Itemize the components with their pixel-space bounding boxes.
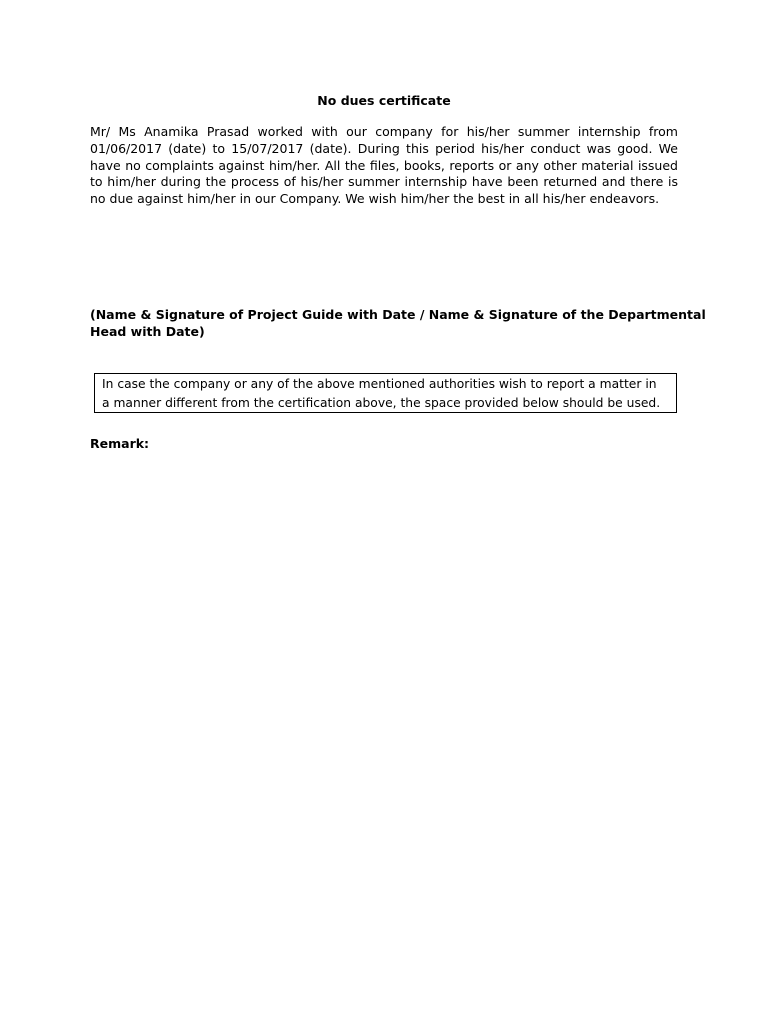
body-line: no due against him/her in our Company. We wish him/her the best in all his/her endeavors.	[90, 191, 660, 207]
body-line: 01/06/2017 (date) to 15/07/2017 (date). During this period his/her conduct was good. We	[90, 140, 678, 156]
body-line: Mr/ Ms Anamika Prasad worked with our company for his/her summer internship from	[90, 124, 678, 139]
remark-label: Remark:	[90, 436, 150, 451]
signature-line: (Name & Signature of Project Guide with Date / Name & Signature of the Departmental	[90, 307, 706, 322]
signature-instruction	[90, 306, 706, 340]
notice-line: In case the company or any of the above mentioned authorities wish to report a matter in	[102, 377, 657, 391]
notice-line: a manner different from the certification above, the space provided below should be used.	[102, 396, 661, 410]
body-line: have no complaints against him/her. All the files, books, reports or any other material issued	[90, 157, 678, 173]
document-title: No dues certificate	[317, 93, 451, 108]
certificate-body	[90, 124, 678, 208]
notice-box	[94, 373, 677, 413]
signature-line: Head with Date)	[90, 324, 205, 339]
body-line: to him/her during the process of his/her summer internship have been returned and there is	[90, 174, 678, 190]
